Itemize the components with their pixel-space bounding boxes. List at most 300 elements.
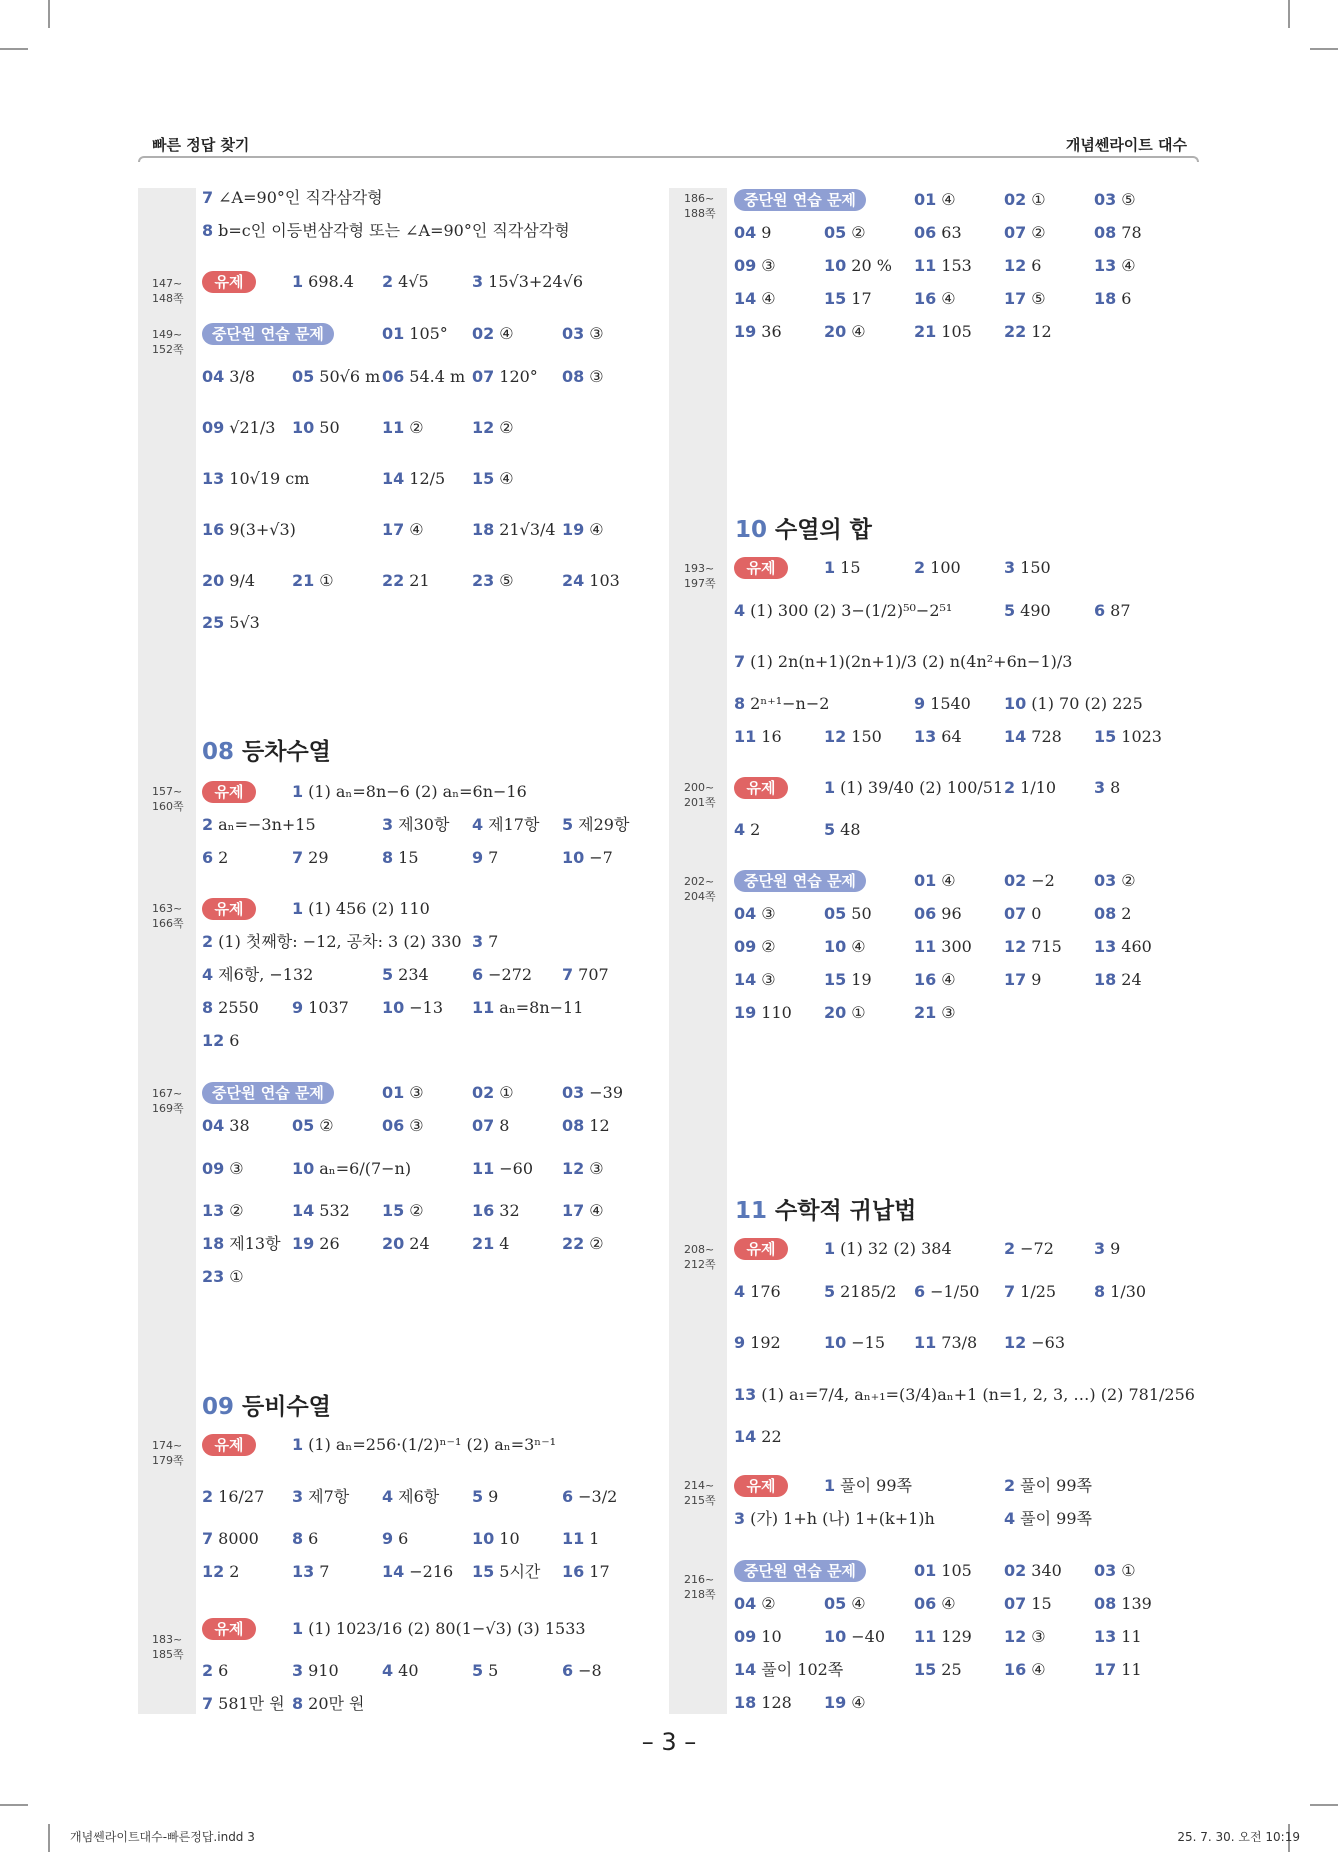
answer-number: 13 — [734, 1385, 757, 1404]
answer-item — [734, 600, 952, 622]
answer-value: 3/8 — [229, 367, 256, 386]
answer-number: 13 — [1094, 937, 1117, 956]
answer-item — [1004, 903, 1041, 925]
answer-item — [1094, 288, 1131, 310]
answer-number: 08 — [562, 1116, 585, 1135]
answer-item — [1004, 600, 1051, 622]
answer-item — [562, 1486, 617, 1508]
answer-number: 5 — [824, 820, 836, 839]
answer-item — [382, 1660, 419, 1682]
answer-item — [914, 321, 972, 343]
answer-value: ③ — [409, 1083, 424, 1102]
answer-value: 87 — [1110, 601, 1131, 620]
answer-value: 6 — [1031, 256, 1042, 275]
answer-item — [1004, 1593, 1052, 1615]
answer-item — [734, 1659, 843, 1681]
answer-value: ② — [761, 937, 776, 956]
answer-value: ② — [229, 1201, 244, 1220]
answer-value: 21√3/4 — [499, 520, 556, 539]
answer-item — [1004, 693, 1143, 715]
answer-item — [292, 1660, 339, 1682]
answer-number: 16 — [914, 970, 937, 989]
answer-value: 105 — [941, 1561, 972, 1580]
answer-item — [824, 777, 1003, 799]
answer-number: 13 — [1094, 256, 1117, 275]
answer-item — [382, 519, 424, 541]
answer-value: (1) 1023/16 (2) 80(1−√3) (3) 1533 — [308, 1619, 586, 1638]
answer-number: 02 — [472, 1083, 495, 1102]
answer-item — [914, 222, 962, 244]
answer-number: 2 — [202, 932, 214, 951]
answer-item — [1004, 1659, 1046, 1681]
answer-item — [914, 870, 956, 892]
answer-value: 6 — [398, 1529, 409, 1548]
answer-number: 10 — [472, 1529, 495, 1548]
answer-number: 14 — [734, 970, 757, 989]
answer-value: 29 — [308, 848, 329, 867]
answer-item — [734, 1426, 782, 1448]
answer-value: −63 — [1031, 1333, 1066, 1352]
answer-value: 9(3+√3) — [229, 520, 296, 539]
answer-number: 12 — [202, 1562, 225, 1581]
answer-number: 02 — [1004, 1561, 1027, 1580]
answer-number: 02 — [472, 324, 495, 343]
answer-value: 150 — [851, 727, 882, 746]
answer-value: 제30항 — [398, 815, 450, 834]
answer-value: 50 — [851, 904, 872, 923]
answer-value: 9/4 — [229, 571, 256, 590]
answer-item — [472, 1528, 520, 1550]
answer-number: 12 — [824, 727, 847, 746]
answer-value: 8000 — [218, 1529, 259, 1548]
answer-number: 14 — [382, 469, 405, 488]
answer-number: 17 — [1094, 1660, 1117, 1679]
answer-number: 06 — [382, 367, 405, 386]
answer-number: 19 — [562, 520, 585, 539]
answer-number: 8 — [202, 998, 214, 1017]
answer-number: 16 — [1004, 1660, 1027, 1679]
answer-item — [292, 781, 527, 803]
answer-value: (1) aₙ=256·(1/2)ⁿ⁻¹ (2) aₙ=3ⁿ⁻¹ — [308, 1435, 557, 1454]
section-title: 등비수열 — [242, 1394, 331, 1420]
answer-item — [1094, 1593, 1152, 1615]
answer-value: 12 — [589, 1116, 610, 1135]
answer-value: 25 — [941, 1660, 962, 1679]
answer-number: 2 — [1004, 1476, 1016, 1495]
answer-number: 9 — [292, 998, 304, 1017]
answer-value: (1) 70 (2) 225 — [1031, 694, 1143, 713]
answer-item — [914, 726, 962, 748]
answer-value: 50√6 m — [319, 367, 381, 386]
answer-number: 10 — [292, 418, 315, 437]
answer-number: 06 — [914, 1594, 937, 1613]
crop-mark — [1310, 48, 1338, 50]
example-badge: 유제 — [202, 271, 256, 293]
answer-value: ④ — [851, 322, 866, 341]
answer-number: 16 — [914, 289, 937, 308]
answer-item — [292, 1528, 318, 1550]
answer-item — [202, 187, 383, 209]
answer-number: 9 — [472, 848, 484, 867]
answer-item — [914, 1002, 956, 1024]
answer-value: ④ — [941, 1594, 956, 1613]
answer-number: 06 — [914, 223, 937, 242]
answer-value: 728 — [1031, 727, 1062, 746]
answer-number: 8 — [292, 1694, 304, 1713]
answer-number: 16 — [202, 520, 225, 539]
answer-number: 14 — [734, 1660, 757, 1679]
page-ref: 208~ 212쪽 — [684, 1243, 716, 1271]
answer-number: 6 — [914, 1282, 926, 1301]
answer-value: 1540 — [930, 694, 971, 713]
answer-value: ④ — [941, 190, 956, 209]
answer-item — [562, 1200, 604, 1222]
answer-value: 234 — [398, 965, 429, 984]
answer-number: 05 — [292, 1116, 315, 1135]
answer-item — [382, 1200, 424, 1222]
answer-value: 2ⁿ⁺¹−n−2 — [750, 694, 830, 713]
answer-value: 460 — [1121, 937, 1152, 956]
answer-item — [292, 1233, 340, 1255]
answer-number: 10 — [824, 1627, 847, 1646]
answer-value: 12 — [1031, 322, 1052, 341]
answer-value: 11 — [1121, 1660, 1142, 1679]
answer-number: 5 — [382, 965, 394, 984]
answer-item — [824, 1238, 952, 1260]
answer-item — [382, 1561, 453, 1583]
answer-number: 13 — [202, 469, 225, 488]
answer-number: 04 — [202, 1116, 225, 1135]
answer-value: ① — [851, 1003, 866, 1022]
answer-value: −1/50 — [930, 1282, 980, 1301]
answer-item — [734, 819, 760, 841]
section-number: 08 — [202, 739, 235, 765]
answer-item — [734, 1508, 935, 1530]
crop-mark — [48, 0, 50, 28]
answer-item — [824, 903, 872, 925]
answer-value: 110 — [761, 1003, 792, 1022]
answer-value: 16 — [761, 727, 782, 746]
answer-item — [202, 1115, 250, 1137]
answer-number: 03 — [1094, 1561, 1117, 1580]
answer-number: 3 — [472, 932, 484, 951]
answer-item — [1094, 1659, 1142, 1681]
answer-item — [202, 1660, 228, 1682]
answer-value: 2550 — [218, 998, 259, 1017]
answer-number: 8 — [734, 694, 746, 713]
answer-item — [1094, 726, 1162, 748]
answer-number: 7 — [292, 848, 304, 867]
answer-item — [824, 1332, 885, 1354]
answer-item — [1094, 255, 1136, 277]
answer-value: 4 — [499, 1234, 510, 1253]
answer-item — [734, 255, 776, 277]
answer-item — [824, 321, 866, 343]
answer-value: ③ — [589, 1159, 604, 1178]
answer-number: 14 — [734, 1427, 757, 1446]
answer-number: 12 — [1004, 1333, 1027, 1352]
answer-item — [914, 903, 962, 925]
answer-number: 15 — [824, 289, 847, 308]
answer-item — [824, 969, 872, 991]
answer-item — [1004, 1332, 1065, 1354]
footer-timestamp: 25. 7. 30. 오전 10:19 — [1177, 1830, 1300, 1844]
answer-number: 14 — [292, 1201, 315, 1220]
answer-value: ③ — [941, 1003, 956, 1022]
answer-number: 14 — [1004, 727, 1027, 746]
answer-item — [914, 1626, 972, 1648]
answer-value: 715 — [1031, 937, 1062, 956]
answer-number: 14 — [734, 289, 757, 308]
answer-number: 12 — [1004, 937, 1027, 956]
answer-number: 09 — [734, 937, 757, 956]
answer-number: 11 — [914, 1333, 937, 1352]
answer-number: 20 — [202, 571, 225, 590]
answer-value: 1/25 — [1020, 1282, 1057, 1301]
answer-number: 12 — [562, 1159, 585, 1178]
answer-value: aₙ=−3n+15 — [218, 815, 316, 834]
answer-number: 08 — [562, 367, 585, 386]
answer-number: 9 — [914, 694, 926, 713]
answer-item — [1004, 1626, 1046, 1648]
answer-value: 1/10 — [1020, 778, 1057, 797]
answer-number: 09 — [202, 1159, 225, 1178]
answer-item — [382, 1115, 424, 1137]
answer-value: (1) 32 (2) 384 — [840, 1239, 952, 1258]
answer-item — [914, 969, 956, 991]
answer-item — [824, 819, 861, 841]
answer-value: ④ — [1121, 256, 1136, 275]
answer-item — [292, 570, 334, 592]
answer-value: ③ — [1031, 1627, 1046, 1646]
page-ref: 149~ 152쪽 — [152, 328, 184, 356]
answer-number: 22 — [562, 1234, 585, 1253]
answer-value: 5시간 — [499, 1562, 541, 1581]
answer-item — [734, 1332, 781, 1354]
answer-value: 153 — [941, 256, 972, 275]
answer-item — [1004, 321, 1052, 343]
answer-value: 340 — [1031, 1561, 1062, 1580]
answer-value: ④ — [851, 1693, 866, 1712]
answer-value: 제6항, −132 — [218, 965, 314, 984]
answer-number: 8 — [382, 848, 394, 867]
answer-value: ② — [589, 1234, 604, 1253]
answer-item — [734, 1281, 781, 1303]
answer-value: ④ — [941, 871, 956, 890]
answer-value: ③ — [761, 256, 776, 275]
answer-value: 48 — [840, 820, 861, 839]
answer-number: 1 — [292, 1619, 304, 1638]
answer-number: 9 — [382, 1529, 394, 1548]
answer-item — [734, 969, 776, 991]
answer-item — [914, 557, 961, 579]
answer-item — [472, 519, 556, 541]
answer-value: 532 — [319, 1201, 350, 1220]
answer-item — [292, 1486, 349, 1508]
answer-number: 1 — [824, 558, 836, 577]
answer-number: 08 — [1094, 904, 1117, 923]
answer-item — [292, 1693, 365, 1715]
answer-item — [824, 288, 872, 310]
answer-item — [562, 964, 609, 986]
answer-item — [562, 1528, 599, 1550]
answer-number: 07 — [472, 367, 495, 386]
answer-number: 18 — [734, 1693, 757, 1712]
section-title: 수열의 합 — [775, 517, 872, 543]
answer-item — [914, 1281, 979, 1303]
answer-item — [1094, 222, 1142, 244]
answer-item — [1094, 1626, 1142, 1648]
answer-number: 23 — [472, 571, 495, 590]
answer-number: 7 — [734, 652, 746, 671]
answer-item — [472, 271, 583, 293]
answer-number: 12 — [472, 418, 495, 437]
answer-item — [382, 814, 449, 836]
answer-value: 63 — [941, 223, 962, 242]
section-heading — [735, 511, 872, 544]
answer-value: 15 — [1031, 1594, 1052, 1613]
left-page-strip — [138, 188, 196, 1714]
answer-item — [824, 1626, 885, 1648]
answer-number: 4 — [382, 1661, 394, 1680]
answer-item — [734, 288, 776, 310]
answer-item — [1094, 969, 1142, 991]
answer-value: ② — [499, 418, 514, 437]
answer-value: −39 — [589, 1083, 624, 1102]
answer-item — [472, 931, 498, 953]
answer-item — [1004, 557, 1051, 579]
answer-value: 제13항 — [229, 1234, 281, 1253]
answer-number: 3 — [1094, 778, 1106, 797]
answer-item — [1094, 189, 1136, 211]
answer-item — [472, 468, 514, 490]
answer-number: 03 — [1094, 871, 1117, 890]
section-number: 11 — [735, 1198, 768, 1224]
answer-value: 96 — [941, 904, 962, 923]
answer-number: 18 — [1094, 970, 1117, 989]
crop-mark — [1310, 1804, 1338, 1806]
answer-value: 8 — [499, 1116, 510, 1135]
answer-value: 192 — [750, 1333, 781, 1352]
page-ref: 193~ 197쪽 — [684, 562, 716, 590]
answer-item — [824, 1475, 912, 1497]
answer-item — [1004, 1475, 1092, 1497]
answer-number: 02 — [1004, 190, 1027, 209]
answer-item — [562, 519, 604, 541]
answer-value: 26 — [319, 1234, 340, 1253]
answer-value: ② — [1121, 871, 1136, 890]
answer-number: 13 — [914, 727, 937, 746]
answer-item — [382, 468, 445, 490]
practice-badge: 중단원 연습 문제 — [202, 1082, 334, 1104]
answer-item — [202, 1030, 239, 1052]
answer-item — [382, 323, 448, 345]
answer-item — [824, 936, 866, 958]
answer-number: 05 — [824, 1594, 847, 1613]
answer-number: 10 — [824, 937, 847, 956]
answer-item — [1004, 726, 1062, 748]
answer-value: 2 — [750, 820, 761, 839]
answer-item — [472, 1200, 520, 1222]
answer-number: 17 — [562, 1201, 585, 1220]
page-ref: 202~ 204쪽 — [684, 875, 716, 903]
answer-value: 176 — [750, 1282, 781, 1301]
answer-value: 120° — [499, 367, 538, 386]
page-ref: 174~ 179쪽 — [152, 1439, 184, 1467]
answer-value: 8 — [1110, 778, 1121, 797]
answer-value: −40 — [851, 1627, 886, 1646]
answer-value: 100 — [930, 558, 961, 577]
example-badge: 유제 — [734, 777, 788, 799]
answer-value: 1/30 — [1110, 1282, 1147, 1301]
answer-value: 9 — [488, 1487, 499, 1506]
answer-item — [562, 814, 629, 836]
answer-number: 18 — [472, 520, 495, 539]
answer-number: 04 — [202, 367, 225, 386]
crop-mark — [0, 48, 28, 50]
practice-badge: 중단원 연습 문제 — [202, 323, 334, 345]
answer-item — [562, 1561, 610, 1583]
crop-mark — [48, 1824, 50, 1852]
answer-value: 2 — [229, 1562, 240, 1581]
answer-number: 1 — [292, 782, 304, 801]
answer-item — [1094, 1560, 1136, 1582]
page-ref: 183~ 185쪽 — [152, 1633, 184, 1661]
answer-number: 16 — [562, 1562, 585, 1581]
answer-number: 10 — [562, 848, 585, 867]
answer-value: √21/3 — [229, 418, 276, 437]
crop-mark — [0, 1804, 28, 1806]
answer-item — [202, 1158, 244, 1180]
answer-value: 15√3+24√6 — [488, 272, 584, 291]
answer-value: 1 — [589, 1529, 600, 1548]
answer-value: 20 % — [851, 256, 892, 275]
answer-number: 6 — [472, 965, 484, 984]
page-ref: 214~ 215쪽 — [684, 1479, 716, 1507]
answer-value: 105° — [409, 324, 448, 343]
answer-value: ④ — [851, 937, 866, 956]
answer-value: 제7항 — [308, 1487, 350, 1506]
answer-number: 15 — [472, 469, 495, 488]
answer-number: 8 — [292, 1529, 304, 1548]
answer-item — [1094, 1238, 1120, 1260]
answer-value: −216 — [409, 1562, 454, 1581]
answer-value: 150 — [1020, 558, 1051, 577]
answer-value: ④ — [761, 289, 776, 308]
answer-item — [734, 1692, 792, 1714]
answer-value: 40 — [398, 1661, 419, 1680]
answer-value: 9 — [1031, 970, 1042, 989]
answer-value: −72 — [1020, 1239, 1054, 1258]
answer-item — [734, 726, 782, 748]
answer-value: 105 — [941, 322, 972, 341]
answer-number: 2 — [382, 272, 394, 291]
answer-item — [472, 366, 538, 388]
answer-number: 13 — [202, 1201, 225, 1220]
answer-value: 581만 원 — [218, 1694, 285, 1713]
answer-number: 18 — [1094, 289, 1117, 308]
answer-number: 3 — [1004, 558, 1016, 577]
answer-item — [202, 519, 296, 541]
answer-item — [914, 1659, 962, 1681]
answer-value: 21 — [409, 571, 430, 590]
answer-number: 20 — [382, 1234, 405, 1253]
answer-value: 707 — [578, 965, 609, 984]
answer-number: 09 — [202, 418, 225, 437]
answer-item — [562, 570, 620, 592]
page-ref: 147~ 148쪽 — [152, 277, 184, 305]
answer-item — [1004, 189, 1046, 211]
